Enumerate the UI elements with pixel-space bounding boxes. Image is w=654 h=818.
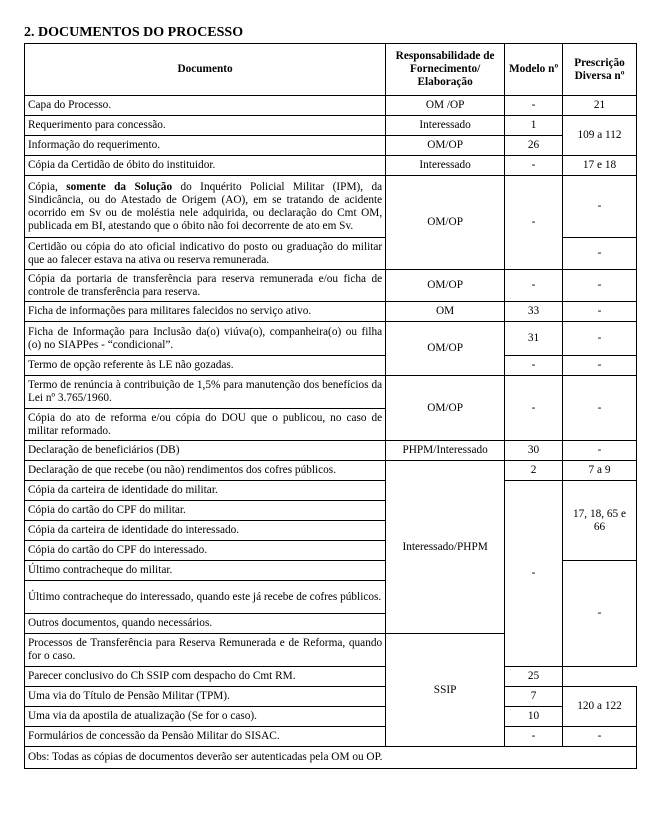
presc-cell: - bbox=[563, 727, 637, 747]
modelo-cell: 31 bbox=[505, 322, 563, 356]
table-row bbox=[25, 322, 637, 356]
doc-cell: Último contracheque do interessado, quando este já recebe de cofres públicos. bbox=[25, 581, 386, 614]
table-row bbox=[25, 176, 637, 238]
doc-cell: Cópia do cartão do CPF do interessado. bbox=[25, 541, 386, 561]
doc-cell: Cópia do cartão do CPF do militar. bbox=[25, 501, 386, 521]
presc-cell: 17, 18, 65 e 66 bbox=[563, 481, 637, 561]
doc-cell: Uma via do Título de Pensão Militar (TPM). bbox=[25, 687, 386, 707]
resp-cell: OM bbox=[386, 302, 505, 322]
presc-cell: 120 a 122 bbox=[563, 687, 637, 727]
table-row bbox=[25, 156, 637, 176]
header-modelo: Modelo nº bbox=[505, 44, 563, 96]
table-row bbox=[25, 481, 637, 501]
presc-cell: - bbox=[563, 356, 637, 376]
doc-cell: Cópia do ato de reforma e/ou cópia do DOU que o publicou, no caso de militar reformado. bbox=[25, 409, 386, 441]
presc-cell: - bbox=[563, 561, 637, 667]
table-row bbox=[25, 687, 637, 707]
table-row bbox=[25, 376, 637, 409]
table-row bbox=[25, 96, 637, 116]
doc-cell: Requerimento para concessão. bbox=[25, 116, 386, 136]
modelo-cell: - bbox=[505, 96, 563, 116]
header-responsabilidade: Responsabilidade de Fornecimento/ Elaboração bbox=[386, 44, 505, 96]
resp-cell: Interessado/PHPM bbox=[386, 461, 505, 634]
presc-cell: - bbox=[563, 441, 637, 461]
doc-cell: Formulários de concessão da Pensão Militar do SISAC. bbox=[25, 727, 386, 747]
doc-cell: Termo de renúncia à contribuição de 1,5% para manutenção dos benefícios da Lei nº 3.765/1960. bbox=[25, 376, 386, 409]
presc-cell: 7 a 9 bbox=[563, 461, 637, 481]
obs-note: Obs: Todas as cópias de documentos deverão ser autenticadas pela OM ou OP. bbox=[25, 747, 637, 769]
modelo-cell: 2 bbox=[505, 461, 563, 481]
presc-cell: - bbox=[563, 376, 637, 441]
doc-cell: Cópia da portaria de transferência para reserva remunerada e/ou ficha de controle de transferência para reserva. bbox=[25, 270, 386, 302]
modelo-cell: 26 bbox=[505, 136, 563, 156]
doc-cell: Certidão ou cópia do ato oficial indicativo do posto ou graduação do militar que ao falecer estava na ativa ou reserva remunerada. bbox=[25, 238, 386, 270]
doc-cell bbox=[25, 176, 386, 238]
doc-emphasis: somente da Solução bbox=[66, 180, 173, 193]
doc-cell: Processos de Transferência para Reserva Remunerada e de Reforma, quando for o caso. bbox=[25, 634, 386, 667]
modelo-cell: 25 bbox=[505, 667, 563, 687]
table-row bbox=[25, 667, 637, 687]
presc-cell: - bbox=[563, 176, 637, 238]
obs-row bbox=[25, 747, 637, 769]
doc-cell: Informação do requerimento. bbox=[25, 136, 386, 156]
header-documento: Documento bbox=[25, 44, 386, 96]
header-prescricao: Prescrição Diversa nº bbox=[563, 44, 637, 96]
documents-table bbox=[24, 43, 637, 769]
modelo-cell: - bbox=[505, 270, 563, 302]
resp-cell: OM/OP bbox=[386, 322, 505, 376]
resp-cell: Interessado bbox=[386, 156, 505, 176]
table-row bbox=[25, 441, 637, 461]
doc-cell: Cópia da carteira de identidade do militar. bbox=[25, 481, 386, 501]
doc-cell: Cópia da Certidão de óbito do instituidor. bbox=[25, 156, 386, 176]
presc-cell: - bbox=[563, 322, 637, 356]
doc-cell: Uma via da apostila de atualização (Se for o caso). bbox=[25, 707, 386, 727]
doc-text: do Inquérito Policial Militar (IPM), da Sindicância, ou do Atestado de Origem (AO), em se tratando de acidente ocorrido em Sv ou de moléstia nele adquirida, ou declaração do Cmt OM, publicada em BI, atestando que o óbito não foi decorrente de ato em Sv. bbox=[28, 180, 383, 232]
table-row bbox=[25, 727, 637, 747]
doc-cell: Declaração de beneficiários (DB) bbox=[25, 441, 386, 461]
resp-cell: Interessado bbox=[386, 116, 505, 136]
doc-cell: Parecer conclusivo do Ch SSIP com despacho do Cmt RM. bbox=[25, 667, 386, 687]
doc-cell: Outros documentos, quando necessários. bbox=[25, 614, 386, 634]
table-row bbox=[25, 116, 637, 136]
presc-cell: - bbox=[563, 302, 637, 322]
modelo-cell: - bbox=[505, 727, 563, 747]
section-heading: 2. DOCUMENTOS DO PROCESSO bbox=[24, 25, 244, 40]
table-row bbox=[25, 136, 637, 156]
presc-cell: - bbox=[563, 238, 637, 270]
table-header-row bbox=[25, 44, 637, 96]
doc-cell: Declaração de que recebe (ou não) rendimentos dos cofres públicos. bbox=[25, 461, 386, 481]
resp-cell: OM/OP bbox=[386, 270, 505, 302]
modelo-cell: 7 bbox=[505, 687, 563, 707]
doc-cell: Cópia da carteira de identidade do interessado. bbox=[25, 521, 386, 541]
presc-cell: - bbox=[563, 270, 637, 302]
resp-cell: OM/OP bbox=[386, 136, 505, 156]
modelo-cell: 30 bbox=[505, 441, 563, 461]
table-row bbox=[25, 461, 637, 481]
modelo-cell: - bbox=[505, 376, 563, 441]
modelo-cell: - bbox=[505, 176, 563, 270]
resp-cell: OM/OP bbox=[386, 176, 505, 270]
modelo-cell: - bbox=[505, 481, 563, 667]
modelo-cell: 1 bbox=[505, 116, 563, 136]
table-row bbox=[25, 707, 637, 727]
doc-cell: Ficha de informações para militares falecidos no serviço ativo. bbox=[25, 302, 386, 322]
doc-cell: Último contracheque do militar. bbox=[25, 561, 386, 581]
doc-cell: Ficha de Informação para Inclusão da(o) viúva(o), companheira(o) ou filha (o) no SIAPPes - “condicional”. bbox=[25, 322, 386, 356]
modelo-cell: - bbox=[505, 356, 563, 376]
presc-cell: 21 bbox=[563, 96, 637, 116]
table-row bbox=[25, 356, 637, 376]
modelo-cell: - bbox=[505, 156, 563, 176]
presc-cell: 109 a 112 bbox=[563, 116, 637, 156]
resp-cell: SSIP bbox=[386, 634, 505, 747]
resp-cell: OM /OP bbox=[386, 96, 505, 116]
table-row bbox=[25, 270, 637, 302]
doc-cell: Capa do Processo. bbox=[25, 96, 386, 116]
resp-cell: PHPM/Interessado bbox=[386, 441, 505, 461]
resp-cell: OM/OP bbox=[386, 376, 505, 441]
modelo-cell: 10 bbox=[505, 707, 563, 727]
table-row bbox=[25, 302, 637, 322]
presc-cell: 17 e 18 bbox=[563, 156, 637, 176]
modelo-cell: 33 bbox=[505, 302, 563, 322]
doc-text: Cópia, bbox=[28, 180, 67, 193]
doc-cell: Termo de opção referente às LE não gozadas. bbox=[25, 356, 386, 376]
